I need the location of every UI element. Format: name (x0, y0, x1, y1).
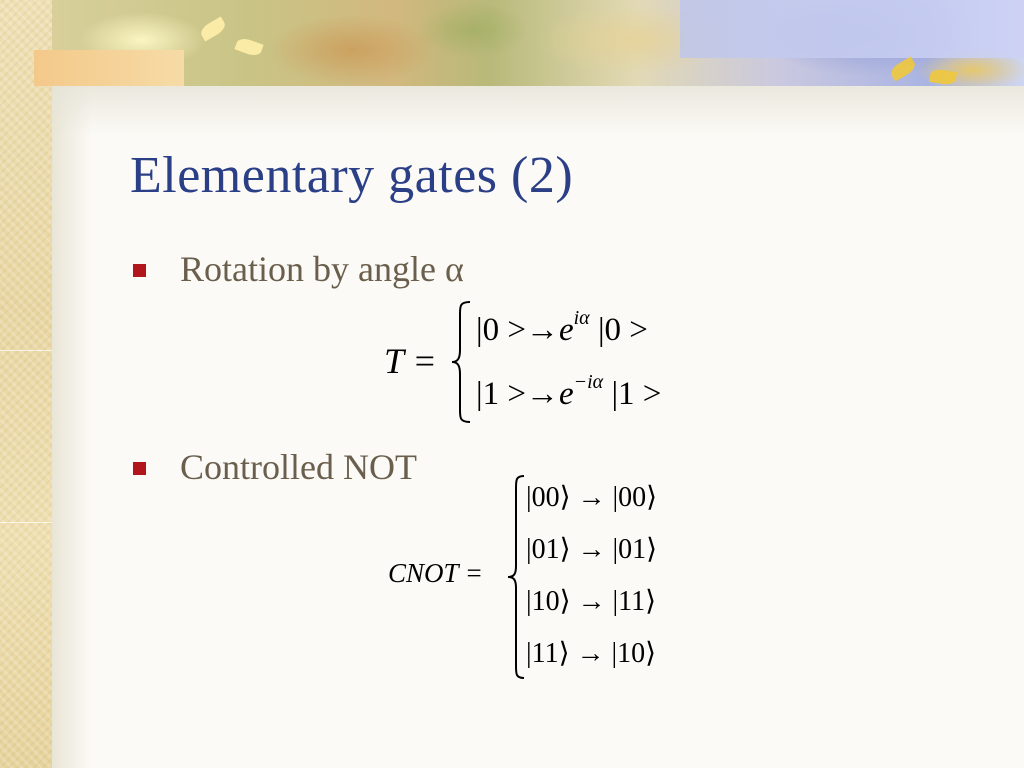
bullet-marker (133, 264, 146, 277)
rotation-lhs: T = (384, 341, 437, 381)
banner-patch (680, 0, 1024, 58)
bullet-marker (133, 462, 146, 475)
strip-divider (0, 350, 52, 351)
cnot-brace (506, 474, 528, 680)
left-decorative-strip (0, 0, 52, 768)
banner-shadow (52, 86, 1024, 136)
bullet-cnot: Controlled NOT (180, 447, 417, 487)
slide-title: Elementary gates (2) (130, 147, 574, 204)
rotation-brace (450, 300, 474, 424)
cnot-lhs: CNOT = (388, 558, 484, 588)
rotation-row-0: $|0 >\to e^{i\alpha}$ |0 > (476, 307, 648, 348)
cnot-row-1: |01⟩ → |01⟩ (526, 534, 658, 565)
cnot-row-2: |10⟩ → |11⟩ (526, 586, 657, 617)
bullet-rotation: Rotation by angle α (180, 249, 464, 289)
rotation-row-1: $|1 >\to e^{-i\alpha}$ |1 > (476, 371, 662, 412)
banner-patch (34, 50, 184, 86)
cnot-row-3: |11⟩ → |10⟩ (526, 638, 657, 669)
cnot-row-0: |00⟩ → |00⟩ (526, 482, 658, 513)
strip-divider (0, 522, 52, 523)
